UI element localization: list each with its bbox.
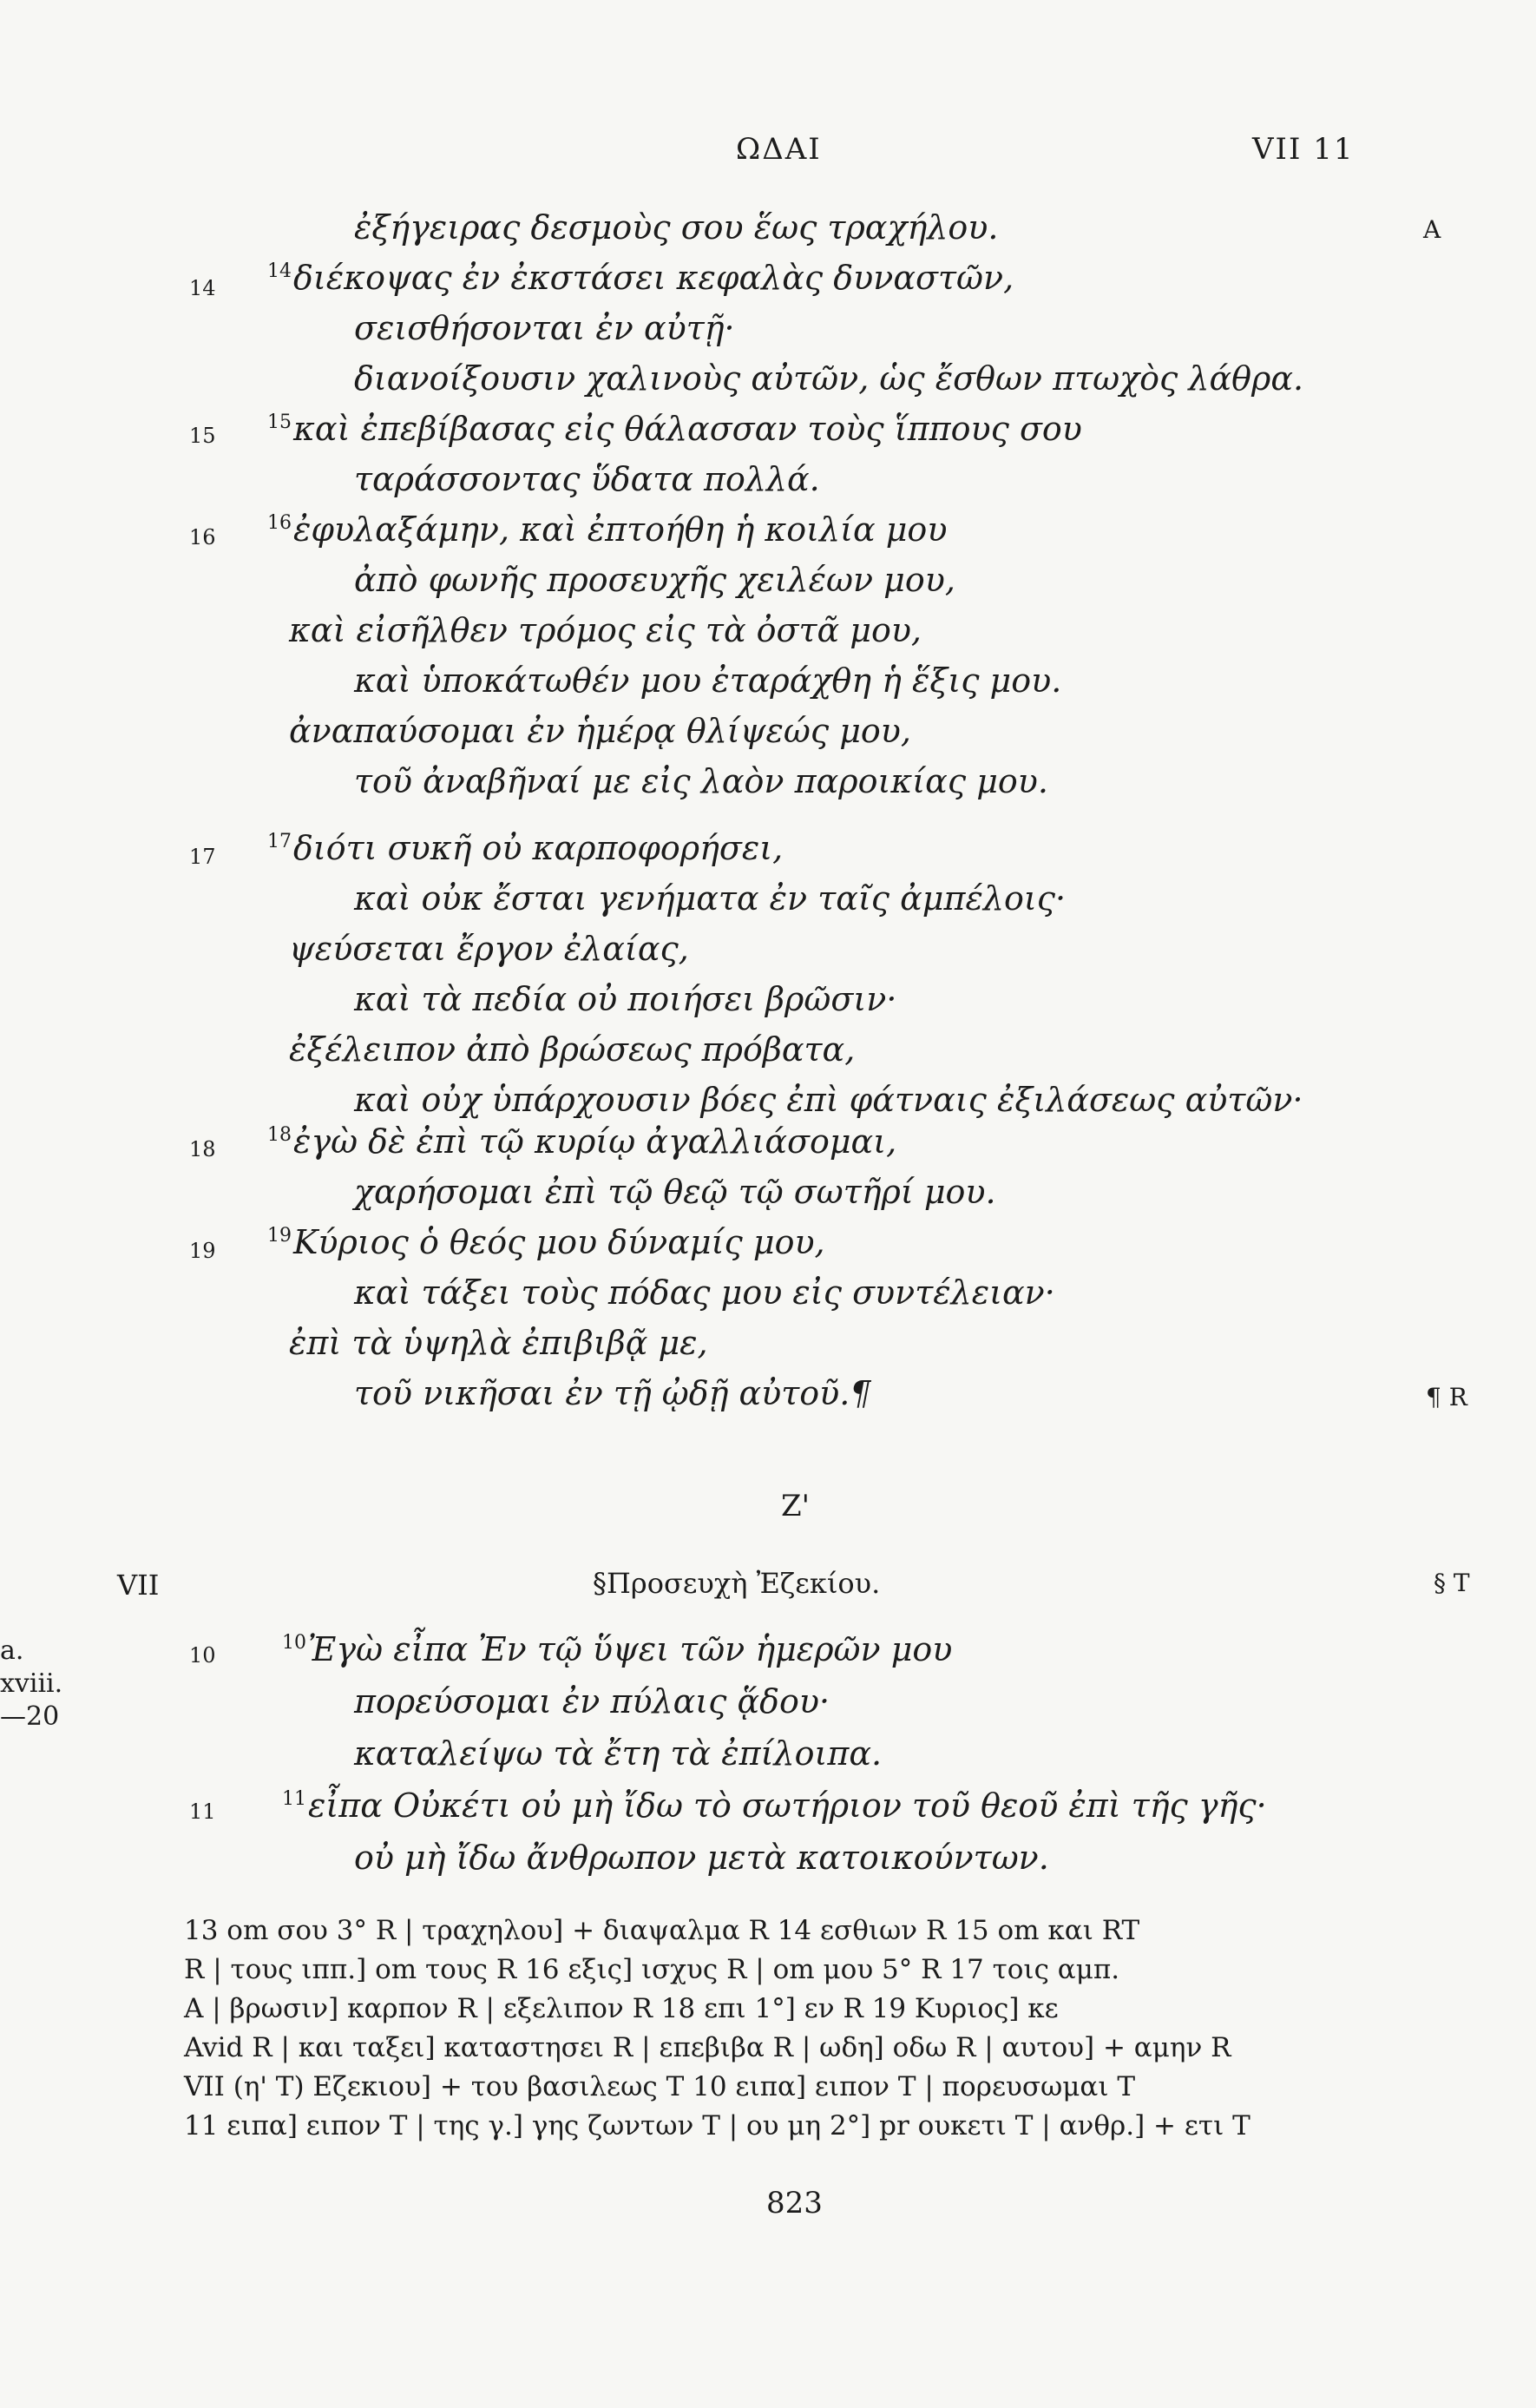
margin-siglum-a: A	[1423, 215, 1441, 244]
verse-line: ἐπὶ τὰ ὑψηλὰ ἐπιβιβᾷ με,	[289, 1324, 708, 1362]
verse-margin-number: 11	[189, 1799, 216, 1824]
verse-line: $^{14}$διέκοψας ἐν ἐκστάσει κεφαλὰς δυναστῶν,	[267, 259, 1014, 297]
page-title: ΩΔΑΙ	[736, 132, 822, 167]
book-reference: VII	[117, 1569, 160, 1602]
verse-line: καὶ οὐχ ὑπάρχουσιν βόες ἐπὶ φάτναις ἐξιλάσεως αὐτῶν·	[354, 1081, 1303, 1119]
verse-line: οὐ μὴ ἴδω ἄνθρωπον μετὰ κατοικούντων.	[354, 1839, 1049, 1877]
verse-line: σεισθήσονται ἐν αὐτῇ·	[354, 309, 735, 347]
verse-line: ἀναπαύσομαι ἐν ἡμέρᾳ θλίψεώς μου,	[289, 712, 911, 750]
verse-margin-number: 14	[189, 276, 216, 300]
cross-reference-line: —20	[0, 1701, 60, 1732]
verse-line: τοῦ ἀναβῆναί με εἰς λαὸν παροικίας μου.	[354, 762, 1048, 800]
margin-siglum-r: ¶ R	[1426, 1383, 1467, 1411]
verse-line: $^{10}$Ἐγὼ εἶπα Ἐν τῷ ὕψει τῶν ἡμερῶν μου	[282, 1630, 953, 1668]
margin-siglum-t: § T	[1434, 1569, 1470, 1597]
verse-line: ταράσσοντας ὕδατα πολλά.	[354, 460, 820, 498]
apparatus-line: VII (η' T) Εζεκιου] + του βασιλεως T 10 ειπα] ειπον T | πορευσωμαι T	[184, 2071, 1136, 2102]
verse-line: διανοίξουσιν χαλινοὺς αὐτῶν, ὡς ἔσθων πτωχὸς λάθρα.	[354, 359, 1304, 398]
cross-reference	[0, 1635, 62, 1734]
section-title: §Προσευχὴ Ἐζεκίου.	[593, 1567, 881, 1600]
section-numeral: Ζ'	[781, 1489, 810, 1523]
verse-line: $^{15}$καὶ ἐπεβίβασας εἰς θάλασσαν τοὺς ἵππους σου	[267, 410, 1082, 448]
verse-line: $^{11}$εἶπα Οὐκέτι οὐ μὴ ἴδω τὸ σωτήριον τοῦ θεοῦ ἐπὶ τῆς γῆς·	[282, 1786, 1267, 1825]
verse-line: τοῦ νικῆσαι ἐν τῇ ᾠδῇ αὐτοῦ.¶	[354, 1374, 871, 1412]
verse-line: καὶ τάξει τοὺς πόδας μου εἰς συντέλειαν·	[354, 1273, 1055, 1312]
verse-line: ἐξήγειρας δεσμοὺς σου ἕως τραχήλου.	[354, 208, 999, 247]
verse-line: καὶ εἰσῆλθεν τρόμος εἰς τὰ ὀστᾶ μου,	[289, 611, 922, 649]
verse-line: πορεύσομαι ἐν πύλαις ᾅδου·	[354, 1682, 830, 1720]
verse-margin-number: 16	[189, 525, 216, 549]
verse-line: καὶ οὐκ ἔσται γενήματα ἐν ταῖς ἀμπέλοις·	[354, 879, 1067, 918]
verse-line: $^{17}$διότι συκῆ οὐ καρποφορήσει,	[267, 829, 784, 867]
page-number: 823	[766, 2186, 823, 2220]
verse-margin-number: 19	[189, 1239, 216, 1263]
apparatus-line: A | βρωσιν] καρπον R | εξελιπον R 18 επι 1°] εν R 19 Κυριος] κε	[184, 1993, 1059, 2024]
cross-reference-line: a.	[0, 1635, 24, 1666]
verse-line: ἀπὸ φωνῆς προσευχῆς χειλέων μου,	[354, 561, 955, 599]
apparatus-line: 11 ειπα] ειπον T | της γ.] γης ζωντων T | ου μη 2°] pr ουκετι T | ανθρ.] + ετι T	[184, 2110, 1250, 2142]
verse-margin-number: 15	[189, 424, 216, 448]
verse-line: ψεύσεται ἔργον ἐλαίας,	[289, 930, 689, 968]
verse-line: $^{18}$ἐγὼ δὲ ἐπὶ τῷ κυρίῳ ἀγαλλιάσομαι,	[267, 1122, 897, 1161]
verse-line: χαρήσομαι ἐπὶ τῷ θεῷ τῷ σωτῆρί μου.	[354, 1173, 996, 1211]
running-header: VII 11	[1252, 132, 1355, 167]
verse-line: $^{19}$Κύριος ὁ θεός μου δύναμίς μου,	[267, 1223, 825, 1261]
verse-margin-number: 17	[189, 845, 216, 869]
verse-line: ἐξέλειπον ἀπὸ βρώσεως πρόβατα,	[289, 1030, 856, 1069]
verse-margin-number: 18	[189, 1137, 216, 1161]
apparatus-line: R | τους ιππ.] om τους R 16 εξις] ισχυς R | om μου 5° R 17 τοις αμπ.	[184, 1954, 1120, 1985]
apparatus-line: Avid R | και ταξει] καταστησει R | επεβιβα R | ωδη] οδω R | αυτου] + αμην R	[184, 2032, 1231, 2063]
verse-line: καταλείψω τὰ ἔτη τὰ ἐπίλοιπα.	[354, 1734, 883, 1773]
verse-margin-number: 10	[189, 1643, 216, 1668]
verse-line: καὶ τὰ πεδία οὐ ποιήσει βρῶσιν·	[354, 980, 897, 1018]
verse-line: καὶ ὑποκάτωθέν μου ἐταράχθη ἡ ἕξις μου.	[354, 661, 1062, 700]
apparatus-line: 13 om σου 3° R | τραχηλου] + διαψαλμα R 14 εσθιων R 15 om και RT	[184, 1915, 1140, 1946]
verse-line: $^{16}$ἐφυλαξάμην, καὶ ἐπτοήθη ἡ κοιλία μου	[267, 510, 948, 549]
cross-reference-line: xviii.	[0, 1668, 63, 1699]
